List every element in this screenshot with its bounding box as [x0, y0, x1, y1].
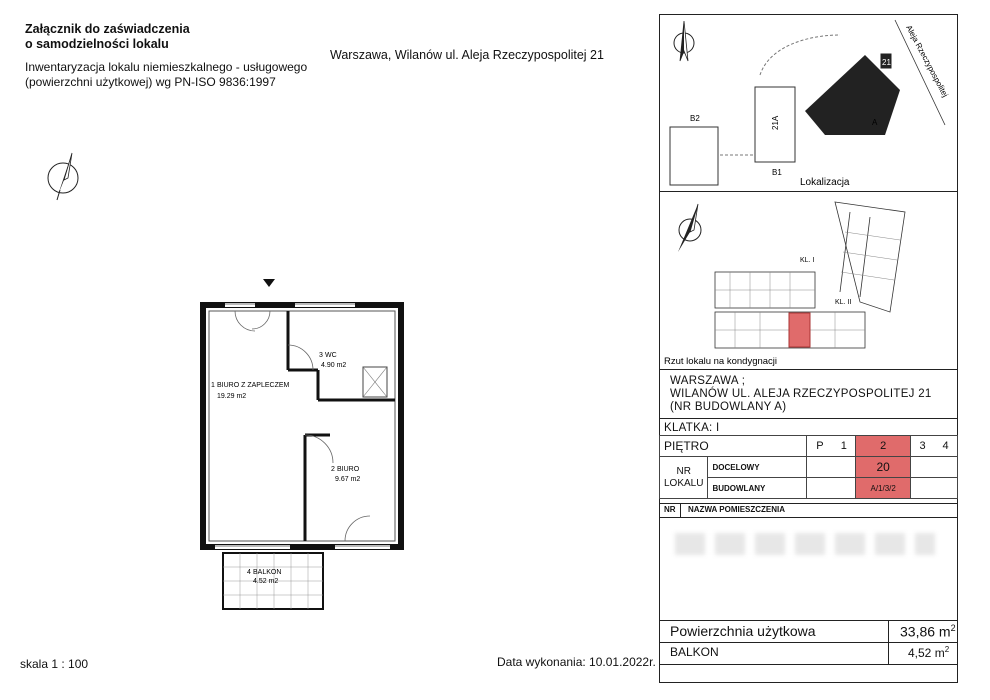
floor-compass-icon — [678, 204, 701, 252]
info-panel — [659, 14, 958, 683]
floor-level-map — [660, 192, 957, 367]
room-1-number: 1 — [211, 382, 215, 389]
room-3-area: 4.90 m2 — [321, 362, 347, 369]
title-line-1: Załącznik do zaświadczenia — [25, 22, 190, 36]
room-2-name: BIURO — [337, 466, 360, 473]
balcony-area-number: 4,52 m — [908, 646, 945, 660]
address-block — [670, 375, 932, 414]
address-city: WARSZAWA ; — [670, 375, 746, 387]
budowlany-label: BUDOWLANY — [708, 478, 807, 499]
docelowy-label: DOCELOWY — [708, 457, 807, 478]
svg-text:KL. II: KL. II — [835, 299, 852, 306]
address-line: Warszawa, Wilanów ul. Aleja Rzeczypospolitej 21 — [330, 48, 604, 62]
floor-plan — [195, 275, 415, 620]
entrance-arrow-icon — [263, 279, 275, 287]
location-caption: Lokalizacja — [800, 177, 850, 188]
floor-2-selected: 2 — [856, 436, 911, 457]
floor-table — [659, 435, 958, 499]
document-subtitle — [25, 60, 307, 90]
svg-text:21: 21 — [882, 58, 891, 67]
floor-caption: Rzut lokalu na kondygnacji — [664, 356, 778, 367]
unit-highlight — [789, 313, 810, 347]
room-2-number: 2 — [331, 466, 335, 473]
svg-text:B1: B1 — [772, 168, 782, 177]
floor-1: 1 — [832, 436, 855, 457]
room-4-name: BALKON — [253, 569, 282, 576]
svg-text:KL. I: KL. I — [800, 257, 815, 264]
room-1-area: 19.29 m2 — [217, 393, 247, 400]
building-b2 — [670, 127, 718, 185]
location-compass-icon — [674, 21, 694, 61]
title-line-2: o samodzielności lokalu — [25, 37, 169, 51]
room-4-number: 4 — [247, 569, 251, 576]
redacted-rows — [675, 533, 935, 555]
room-3-number: 3 — [319, 352, 323, 359]
balcony-area-value: 4,52 $m^2$ — [908, 645, 950, 660]
klatka-label: KLATKA: I — [664, 422, 720, 434]
document-title — [25, 22, 190, 52]
subtitle-line-2: (powierzchni użytkowej) wg PN-ISO 9836:1997 — [25, 75, 276, 89]
compass-icon — [38, 150, 88, 205]
budowlany-value: A/1/3/2 — [856, 478, 911, 499]
pietro-label: PIĘTRO — [660, 436, 807, 457]
floor-3: 3 — [911, 436, 934, 457]
floor-4: 4 — [934, 436, 957, 457]
room-1-name: BIURO Z ZAPLECZEM — [217, 382, 290, 389]
header-room-name: NAZWA POMIESZCZENIA — [688, 505, 786, 514]
room-3-name: WC — [325, 352, 337, 359]
room-2-area: 9.67 m2 — [335, 476, 361, 483]
creation-date: Data wykonania: 10.01.2022r. — [497, 655, 656, 669]
location-map — [660, 15, 957, 190]
room-4-area: 4.52 m2 — [253, 578, 279, 585]
usable-area-number: 33,86 m — [900, 623, 951, 640]
svg-text:B2: B2 — [690, 114, 700, 123]
scale-label: skala 1 : 100 — [20, 657, 89, 671]
floor-p: P — [807, 436, 832, 457]
subtitle-line-1: Inwentaryzacja lokalu niemieszkalnego - usługowego — [25, 60, 308, 74]
docelowy-value: 20 — [856, 457, 911, 478]
usable-area-label: Powierzchnia użytkowa — [670, 623, 816, 639]
svg-text:21A: 21A — [771, 115, 780, 130]
address-building-number: (NR BUDOWLANY A) — [670, 401, 787, 413]
usable-area-value: 33,86 $m^2$ — [900, 623, 956, 640]
header-nr: NR — [664, 505, 676, 514]
nr-lokalu-label: NR LOKALU — [660, 457, 708, 499]
balcony-label: BALKON — [670, 645, 719, 659]
rooms-table-header — [660, 503, 957, 518]
svg-text:Aleja Rzeczypospolitej: Aleja Rzeczypospolitej — [904, 23, 950, 99]
outer-walls — [203, 305, 401, 547]
svg-text:A: A — [872, 118, 878, 127]
address-street: WILANÓW UL. ALEJA RZECZYPOSPOLITEJ 21 — [670, 388, 932, 400]
